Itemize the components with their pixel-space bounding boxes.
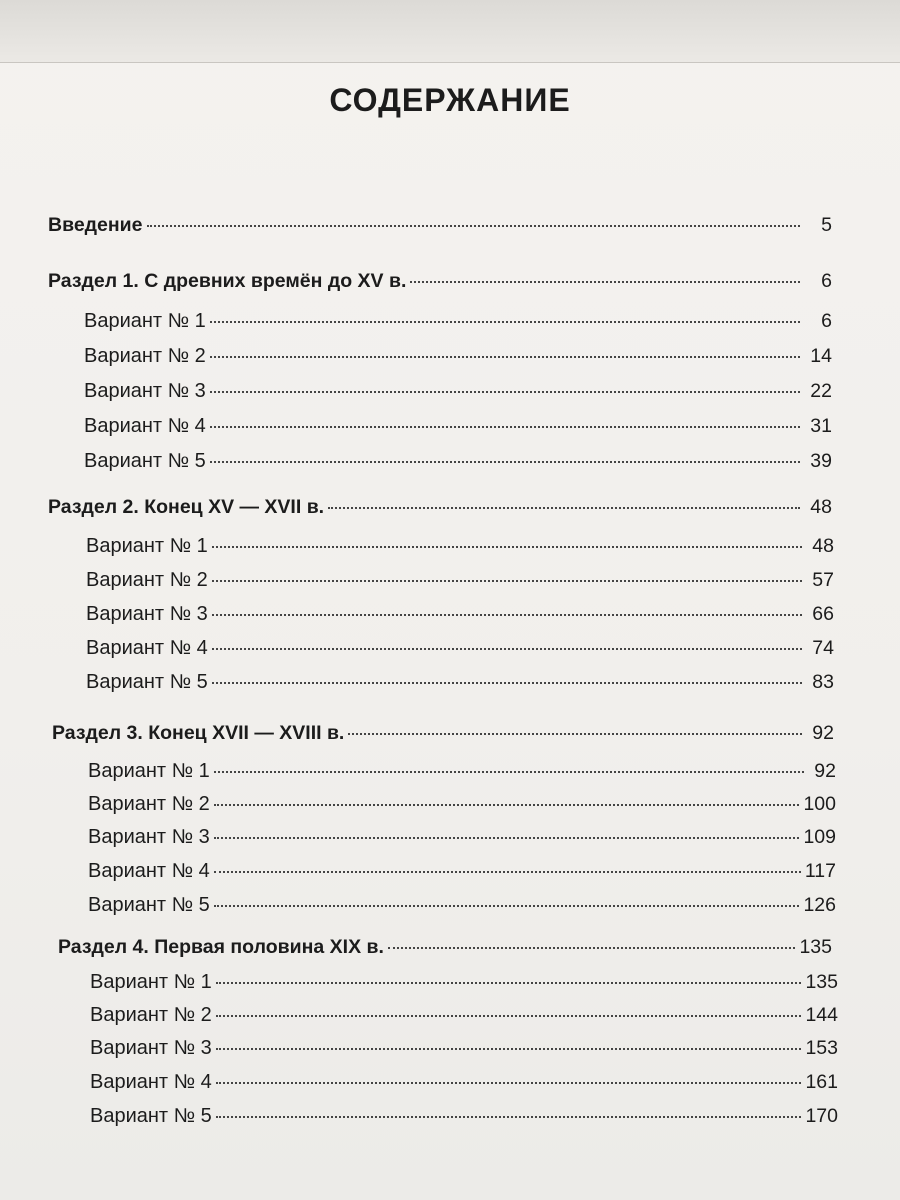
toc-variant-label: Вариант № 3	[86, 603, 208, 625]
toc-variant-label: Вариант № 5	[90, 1105, 212, 1127]
dot-leader	[210, 426, 800, 428]
toc-variant	[54, 1072, 838, 1093]
toc-section-2	[48, 498, 832, 518]
toc-page-number: 48	[812, 535, 834, 557]
toc-variant	[54, 1038, 838, 1059]
dot-leader	[212, 580, 802, 582]
page-header-strip	[0, 0, 900, 63]
toc-variant	[48, 416, 832, 437]
toc-variant	[52, 794, 836, 815]
toc-page-number: 66	[812, 603, 834, 625]
toc-variant	[50, 536, 834, 557]
dot-leader	[210, 321, 800, 323]
toc-variant-label: Вариант № 5	[86, 671, 208, 693]
dot-leader	[212, 682, 802, 684]
toc-page-number: 100	[803, 793, 836, 815]
dot-leader	[216, 1082, 802, 1084]
dot-leader	[216, 1048, 802, 1050]
toc-page-number: 92	[814, 760, 836, 782]
dot-leader	[328, 507, 800, 509]
toc-section-3	[52, 724, 834, 744]
toc-variant	[52, 861, 836, 882]
dot-leader	[212, 614, 802, 616]
toc-page-number: 74	[812, 637, 834, 659]
toc-page-number: 170	[805, 1105, 838, 1127]
toc-page-number: 161	[805, 1071, 838, 1093]
toc-page-number: 109	[803, 826, 836, 848]
toc-section-label: Раздел 4. Первая половина XIX в.	[58, 936, 384, 958]
toc-variant-label: Вариант № 2	[90, 1004, 212, 1026]
toc-variant	[48, 346, 832, 367]
toc-variant-label: Вариант № 2	[86, 569, 208, 591]
toc-page-number: 126	[803, 894, 836, 916]
toc-page-number: 153	[805, 1037, 838, 1059]
toc-variant	[50, 672, 834, 693]
toc-variant	[48, 451, 832, 472]
toc-page-number: 117	[804, 860, 836, 882]
toc-section-label: Раздел 1. С древних времён до XV в.	[48, 270, 407, 292]
dot-leader	[214, 871, 801, 873]
toc-variant-label: Вариант № 4	[86, 637, 208, 659]
dot-leader	[410, 281, 800, 283]
toc-variant-label: Вариант № 3	[88, 826, 210, 848]
toc-page-number: 31	[810, 415, 832, 437]
toc-page-number: 6	[821, 270, 832, 292]
toc-page-number: 22	[810, 380, 832, 402]
toc-section-label: Раздел 2. Конец XV — XVII в.	[48, 496, 325, 518]
dot-leader	[212, 546, 802, 548]
dot-leader	[210, 356, 800, 358]
toc-page-number: 83	[812, 671, 834, 693]
dot-leader	[388, 947, 796, 949]
page-title: СОДЕРЖАНИЕ	[329, 82, 571, 118]
toc-page-number: 5	[821, 214, 832, 236]
toc-variant	[54, 1106, 838, 1127]
dot-leader	[216, 1015, 802, 1017]
toc-variant	[54, 1005, 838, 1026]
toc-variant-label: Вариант № 2	[84, 345, 206, 367]
dot-leader	[214, 771, 804, 773]
dot-leader	[214, 804, 800, 806]
toc-variant	[50, 604, 834, 625]
toc-variant-label: Вариант № 1	[88, 760, 210, 782]
toc-variant-label: Вариант № 5	[88, 894, 210, 916]
toc-variant-label: Вариант № 3	[84, 380, 206, 402]
toc-variant	[50, 570, 834, 591]
toc-intro	[48, 216, 832, 236]
toc-variant	[52, 761, 836, 782]
toc-page-number: 57	[812, 569, 834, 591]
toc-page-number: 92	[812, 722, 834, 744]
toc-variant-label: Вариант № 3	[90, 1037, 212, 1059]
toc-entry-label: Введение	[48, 214, 143, 236]
toc-page-number: 144	[805, 1004, 838, 1026]
toc-variant-label: Вариант № 1	[86, 535, 208, 557]
toc-variant-label: Вариант № 4	[84, 415, 206, 437]
toc-section-1	[48, 272, 832, 292]
dot-leader	[216, 982, 802, 984]
dot-leader	[212, 648, 802, 650]
toc-variant	[52, 895, 836, 916]
toc-variant	[54, 972, 838, 993]
dot-leader	[214, 837, 800, 839]
dot-leader	[147, 225, 801, 227]
toc-page-number: 14	[810, 345, 832, 367]
toc-section-label: Раздел 3. Конец XVII — XVIII в.	[52, 722, 345, 744]
toc-variant-label: Вариант № 4	[90, 1071, 212, 1093]
toc-variant-label: Вариант № 2	[88, 793, 210, 815]
toc-variant-label: Вариант № 4	[88, 860, 210, 882]
dot-leader	[214, 905, 800, 907]
dot-leader	[210, 391, 800, 393]
toc-page-number: 39	[810, 450, 832, 472]
toc-variant-label: Вариант № 1	[84, 310, 206, 332]
toc-variant-label: Вариант № 1	[90, 971, 212, 993]
toc-page-number: 135	[805, 971, 838, 993]
toc-page-number: 135	[799, 936, 832, 958]
toc-page-number: 48	[810, 496, 832, 518]
dot-leader	[210, 461, 800, 463]
toc-section-4	[58, 938, 832, 958]
dot-leader	[216, 1116, 802, 1118]
toc-variant-label: Вариант № 5	[84, 450, 206, 472]
toc-page-number: 6	[821, 310, 832, 332]
dot-leader	[348, 733, 802, 735]
toc-variant	[48, 381, 832, 402]
toc-variant	[52, 827, 836, 848]
toc-variant	[48, 311, 832, 332]
toc-variant	[50, 638, 834, 659]
